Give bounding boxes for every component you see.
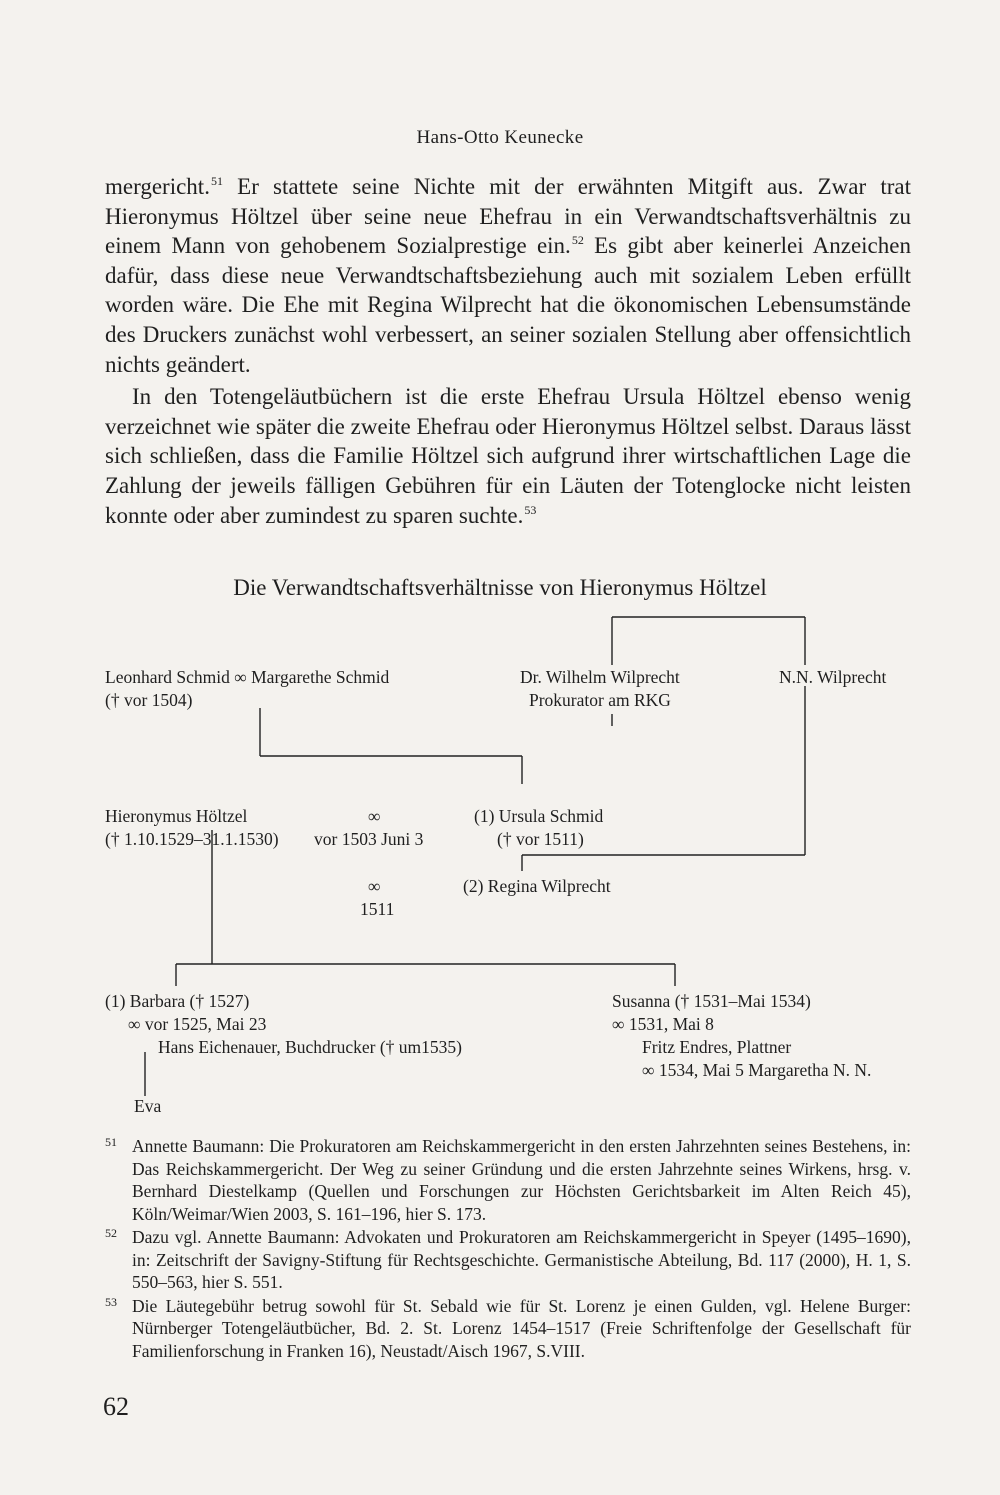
page-number: 62 — [103, 1392, 129, 1421]
person-fritz-endres: Fritz Endres, Plattner — [642, 1037, 792, 1057]
person-wilhelm-title: Prokurator am RKG — [529, 690, 671, 710]
marriage-symbol-1: ∞ — [368, 806, 381, 826]
person-eva: Eva — [134, 1096, 162, 1116]
footnote-53 — [105, 1295, 911, 1363]
person-ursula-death: († vor 1511) — [497, 829, 584, 849]
text-run: Es gibt aber keinerlei Anzeichen dafür, dass diese neue Verwandtschaftsbeziehung auch mit sozialem Leben erfüllt worden wäre. Die Ehe mit Regina Wilprecht hat die ökonomischen Lebensumstände des Druckers zunächst wohl verbessert, an seiner sozialen Stellung aber offensichtlich nichts geändert. — [105, 233, 911, 377]
body-text — [105, 172, 911, 530]
body-paragraph — [105, 172, 911, 379]
footnotes — [105, 1135, 911, 1363]
footnote-number: 51 — [105, 1135, 117, 1149]
footnote-text: Annette Baumann: Die Prokuratoren am Reichskammergericht in den ersten Jahrzehnten seines Bestehens, in: Das Reichskammergericht. Der Weg zu seiner Gründung und die ersten Jahrzehnte seines Wirkens, hrsg. v. Bernhard Diestelkamp (Quellen und Forschungen zur Höchsten Gerichtsbarkeit im Alten Reich 45), Köln/Weimar/Wien 2003, S. 161–196, hier S. 173. — [132, 1136, 911, 1224]
text-run: In den Totengeläutbüchern ist die erste Ehefrau Ursula Höltzel ebenso wenig verzeichnet wie später die zweite Ehefrau oder Hieronymus Höltzel selbst. Daraus lässt sich schließen, dass die Familie Höltzel sich aufgrund ihrer wirtschaftlichen Lage die Zahlung der jeweils fälligen Gebühren für ein Läuten der Totenglocke nicht leisten konnte oder aber zumindest zu sparen suchte. — [105, 384, 911, 528]
footnote-number: 53 — [105, 1294, 117, 1309]
person-ursula-schmid: (1) Ursula Schmid — [474, 806, 604, 826]
footnote-52 — [105, 1226, 911, 1294]
footnote-ref-52[interactable]: 52 — [571, 233, 584, 248]
person-susanna: Susanna († 1531–Mai 1534) — [612, 991, 811, 1011]
footnote-text: Dazu vgl. Annette Baumann: Advokaten und Prokuratoren am Reichskammergericht in Speyer (1495–1690), in: Zeitschrift der Savigny-Stiftung für Rechtsgeschichte. Germanistische Abteilung, Bd. 117 (2000), H. 1, S. 550–563, hier S. 551. — [132, 1227, 911, 1292]
tree-title: Die Verwandtschaftsverhältnisse von Hieronymus Höltzel — [233, 575, 767, 600]
footnote-number: 52 — [105, 1226, 117, 1240]
person-hans-eichenauer: Hans Eichenauer, Buchdrucker († um1535) — [158, 1037, 462, 1057]
marriage-symbol-2: ∞ — [368, 876, 381, 896]
susanna-marriage: ∞ 1531, Mai 8 — [612, 1014, 714, 1034]
running-head: Hans-Otto Keunecke — [416, 127, 584, 148]
text-run: Er stattete seine Nichte mit der erwähnten Mitgift aus. Zwar trat Hieronymus Höltzel über seine neue Ehefrau in ein Verwandtschaftsverhältnis zu einem Mann von gehobenem Sozialprestige ein. — [105, 174, 911, 259]
person-hieronymus-dates: († 1.10.1529–31.1.1530) — [105, 829, 279, 849]
marriage-date-2: 1511 — [360, 899, 395, 919]
person-regina-wilprecht: (2) Regina Wilprecht — [463, 876, 611, 896]
person-wilhelm-wilprecht: Dr. Wilhelm Wilprecht — [520, 667, 680, 687]
footnote-text: Die Läutegebühr betrug sowohl für St. Sebald wie für St. Lorenz je einen Gulden, vgl. Helene Burger: Nürnberger Totengeläutbücher, Bd. 2. St. Lorenz 1454–1517 (Freie Schriftenfolge der Gesellschaft für Familienforschung in Franken 16), Neustadt/Aisch 1967, S.VIII. — [132, 1295, 911, 1361]
endres-second-marriage: ∞ 1534, Mai 5 Margaretha N. N. — [642, 1060, 872, 1080]
footnote-51 — [105, 1135, 911, 1225]
person-hieronymus-hoeltzel: Hieronymus Höltzel — [105, 806, 248, 826]
person-leonhard-schmid: Leonhard Schmid ∞ Margarethe Schmid — [105, 667, 390, 687]
footnote-ref-51[interactable]: 51 — [210, 174, 223, 188]
body-paragraph — [105, 382, 911, 530]
person-nn-wilprecht: N.N. Wilprecht — [779, 667, 887, 687]
barbara-marriage: ∞ vor 1525, Mai 23 — [128, 1014, 267, 1034]
footnote-ref-53[interactable]: 53 — [524, 502, 537, 517]
person-barbara: (1) Barbara († 1527) — [105, 991, 250, 1011]
person-leonhard-death: († vor 1504) — [105, 690, 193, 710]
marriage-date-1: vor 1503 Juni 3 — [314, 829, 424, 849]
text-run: mergericht. — [105, 174, 210, 199]
